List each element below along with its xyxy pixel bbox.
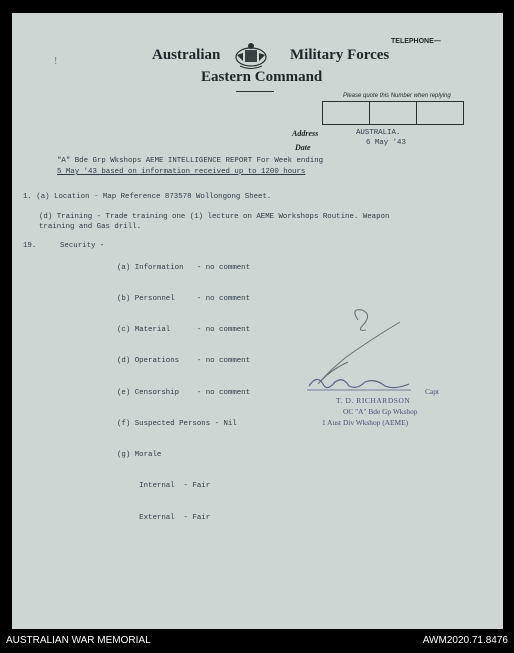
security-row: Internal - Fair xyxy=(117,482,211,491)
signature-name: T. D. RICHARDSON xyxy=(336,396,411,405)
security-row: (a) Information - no comment xyxy=(117,263,251,272)
address-label: Address xyxy=(292,129,319,138)
item-training-line2: training and Gas drill. xyxy=(39,223,142,231)
signature-unit2: 1 Aust Div Wkshop (AEME) xyxy=(322,418,409,427)
letterhead-command: Eastern Command xyxy=(201,69,323,85)
signature-unit1: OC "A" Bde Gp Wkshop xyxy=(343,407,418,416)
telephone-label: TELEPHONE— xyxy=(391,38,441,45)
signature-icon xyxy=(305,372,415,394)
report-title-line1: "A" Bde Grp Wkshops AEME INTELLIGENCE REPORT For Week ending xyxy=(57,157,324,165)
reference-number-box xyxy=(322,101,464,125)
footer-right-caption: AWM2020.71.8476 xyxy=(422,635,508,646)
security-number: 19. xyxy=(23,242,37,250)
security-label: Security - xyxy=(60,242,105,250)
security-list xyxy=(117,242,250,533)
signature-rank: Capt xyxy=(425,387,439,396)
letterhead-left-title: Australian xyxy=(152,47,221,63)
footer-left-caption: AUSTRALIAN WAR MEMORIAL xyxy=(6,635,151,646)
security-row: (b) Personnel - no comment xyxy=(117,295,251,304)
report-title-line2: 5 May '43 based on information received up to 1200 hours xyxy=(57,168,306,176)
letterhead-right-title: Military Forces xyxy=(290,47,390,63)
letterhead-rule xyxy=(236,91,274,92)
security-row: (g) Morale xyxy=(117,451,162,460)
security-row: (d) Operations - no comment xyxy=(117,357,251,366)
date-label: Date xyxy=(295,143,311,152)
margin-mark: ! xyxy=(54,56,58,67)
security-row: External - Fair xyxy=(117,513,211,522)
security-row: (e) Censorship - no comment xyxy=(117,388,251,397)
item-location: 1. (a) Location - Map Reference 873578 Wollongong Sheet. xyxy=(23,193,272,201)
item-training-line1: (d) Training - Trade training one (1) lecture on AEME Workshops Routine. Weapon xyxy=(39,213,390,221)
quote-number-note: Please quote this Number when replying xyxy=(343,93,451,99)
address-value: AUSTRALIA. xyxy=(356,129,401,137)
coat-of-arms-icon xyxy=(234,41,268,69)
security-row: (c) Material - no comment xyxy=(117,326,251,335)
security-row: (f) Suspected Persons - Nil xyxy=(117,419,237,428)
date-value: 6 May '43 xyxy=(366,139,406,147)
